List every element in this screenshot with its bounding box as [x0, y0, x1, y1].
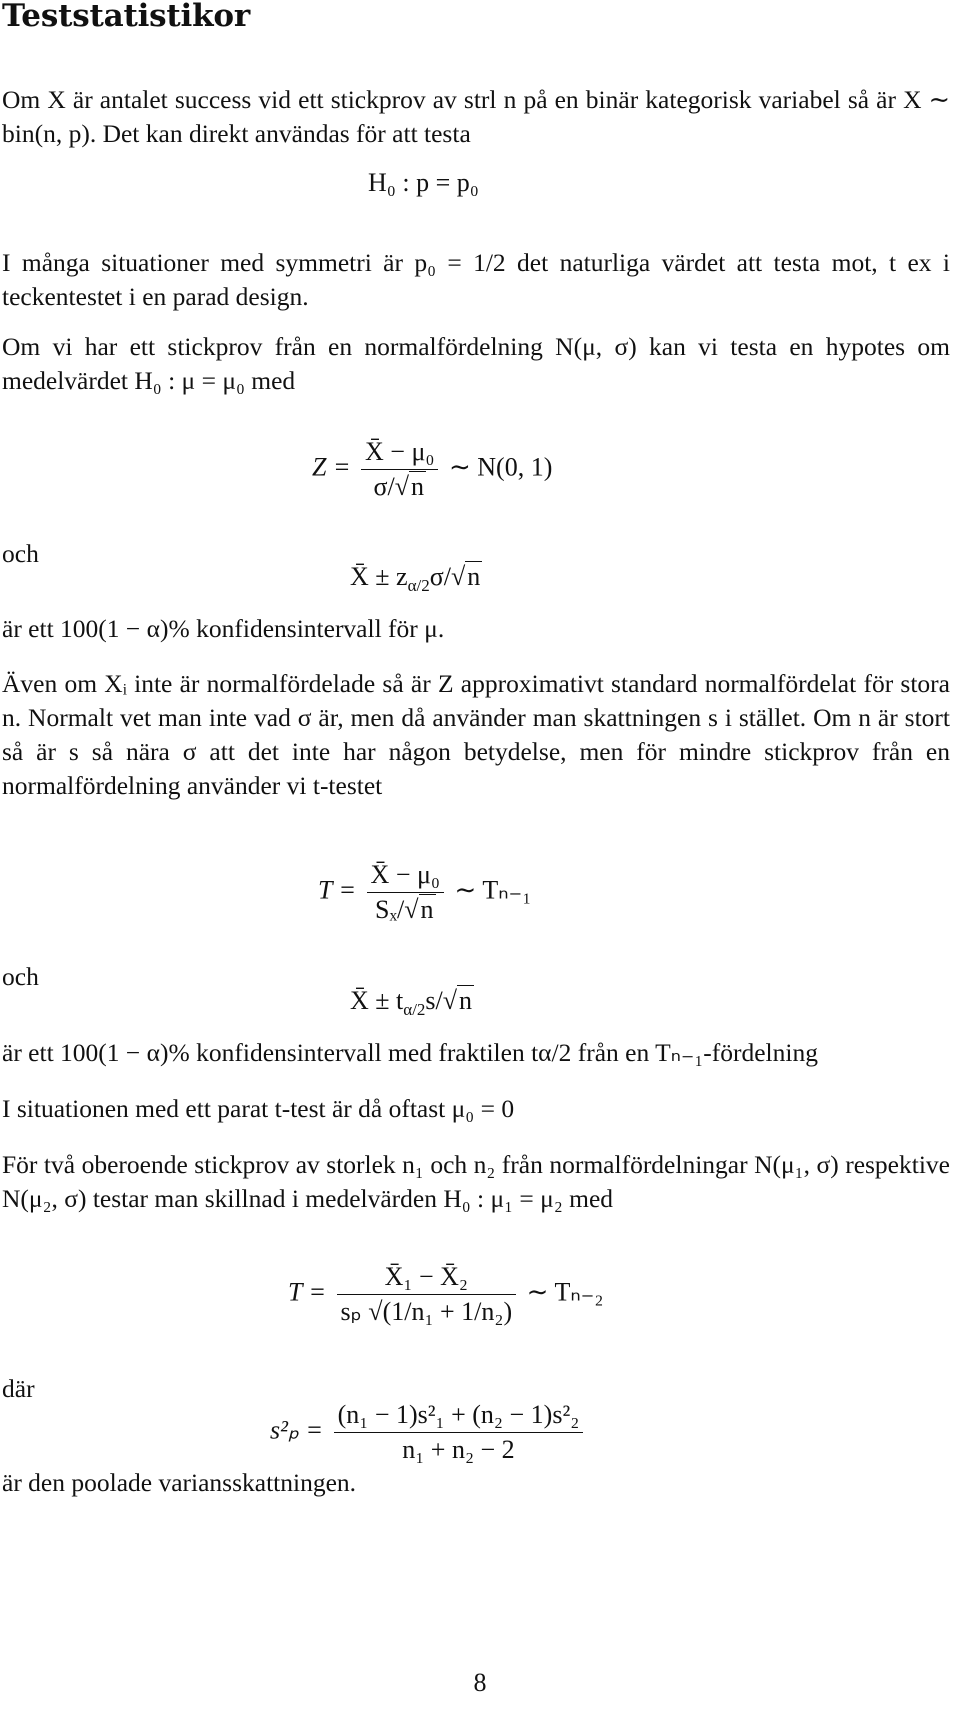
equation-z-statistic — [312, 437, 552, 502]
z-fraction — [361, 437, 438, 502]
ci-z-tail: σ/√ — [429, 562, 466, 591]
equation-t-two-sample — [288, 1262, 603, 1327]
ci-t-tail: s/√ — [425, 986, 458, 1015]
equation-t-statistic — [318, 860, 531, 925]
paragraph-t-test-intro: Även om Xᵢ inte är normalfördelade så är Z approximativt standard normalfördelat för stora n. Normalt vet man inte vad σ är, men då använder man skattningen s i stället. Om n är stort så är s så nära σ att det inte har någon betydelse, men för mindre stickprov från en normalfördelning använder vi t-testet — [2, 669, 950, 800]
sp-lhs: s²ₚ = — [270, 1415, 324, 1445]
page-number: 8 — [473, 1668, 487, 1697]
paragraph-ci-normal: är ett 100(1 − α)% konfidensintervall för μ. — [2, 614, 445, 643]
t2-numerator: X̄₁ − X̄₂ — [384, 1262, 469, 1291]
ci-t-n: n — [459, 986, 473, 1015]
paragraph-pooled: är den poolade variansskattningen. — [2, 1468, 357, 1497]
ci-z-main: X̄ ± z — [350, 562, 408, 591]
page-title: Teststatistikor — [2, 0, 250, 34]
t-lhs: T = — [318, 875, 357, 905]
paragraph-symmetry: I många situationer med symmetri är p₀ = 1/2 det naturliga värdet att testa mot, t ex i teckentestet i en parad design. — [2, 248, 950, 311]
t2-fraction — [337, 1262, 517, 1327]
label-dar: där — [2, 1374, 35, 1403]
z-lhs: Z = — [312, 452, 351, 482]
equation-h0-p: H₀ : p = p₀ — [368, 168, 479, 197]
sp-fraction — [334, 1400, 584, 1465]
sp-denominator: n₁ + n₂ − 2 — [334, 1432, 584, 1465]
ci-z-sub: α/2 — [407, 576, 430, 596]
paragraph-binomial: Om X är antalet success vid ett stickprov av strl n på en binär kategorisk variabel så är X ∼ bin(n, p). Det kan direkt användas för att testa — [2, 85, 950, 148]
z-numerator: X̄ − μ₀ — [365, 437, 435, 466]
label-och-1: och — [2, 539, 39, 568]
t-fraction — [367, 860, 444, 925]
sp-numerator: (n₁ − 1)s²₁ + (n₂ − 1)s²₂ — [337, 1400, 580, 1429]
t2-rhs: ∼ Tₙ₋₂ — [526, 1277, 604, 1307]
t-den-prefix: Sₓ/√ — [375, 895, 419, 924]
ci-z-n: n — [467, 562, 481, 591]
z-den-prefix: σ/√ — [373, 472, 409, 501]
t-denominator — [367, 892, 444, 925]
paragraph-ci-t: är ett 100(1 − α)% konfidensintervall med fraktilen tα/2 från en Tₙ₋₁-fördelning — [2, 1038, 818, 1067]
paragraph-normal-hypothesis: Om vi har ett stickprov från en normalfördelning N(μ, σ) kan vi testa en hypotes om medelvärdet H₀ : μ = μ₀ med — [2, 332, 950, 395]
equation-ci-z — [350, 562, 482, 596]
paragraph-two-sample: För två oberoende stickprov av storlek n₁ och n₂ från normalfördelningar N(μ₁, σ) respektive N(μ₂, σ) testar man skillnad i medelvärden H₀ : μ₁ = μ₂ med — [2, 1150, 950, 1213]
label-och-2: och — [2, 962, 39, 991]
t-den-n: n — [420, 895, 434, 924]
z-den-n: n — [411, 472, 424, 501]
equation-pooled-variance — [270, 1400, 587, 1465]
z-denominator — [361, 469, 438, 502]
t2-lhs: T = — [288, 1277, 327, 1307]
equation-ci-t — [350, 986, 474, 1020]
ci-t-sub: α/2 — [403, 1000, 426, 1020]
paragraph-paired-t: I situationen med ett parat t-test är då oftast μ₀ = 0 — [2, 1094, 515, 1123]
t2-denominator: sₚ √(1/n₁ + 1/n₂) — [337, 1294, 517, 1327]
t-rhs: ∼ Tₙ₋₁ — [454, 875, 532, 905]
z-rhs: ∼ N(0, 1) — [448, 452, 553, 482]
ci-t-main: X̄ ± t — [350, 986, 404, 1015]
t-numerator: X̄ − μ₀ — [370, 860, 440, 889]
